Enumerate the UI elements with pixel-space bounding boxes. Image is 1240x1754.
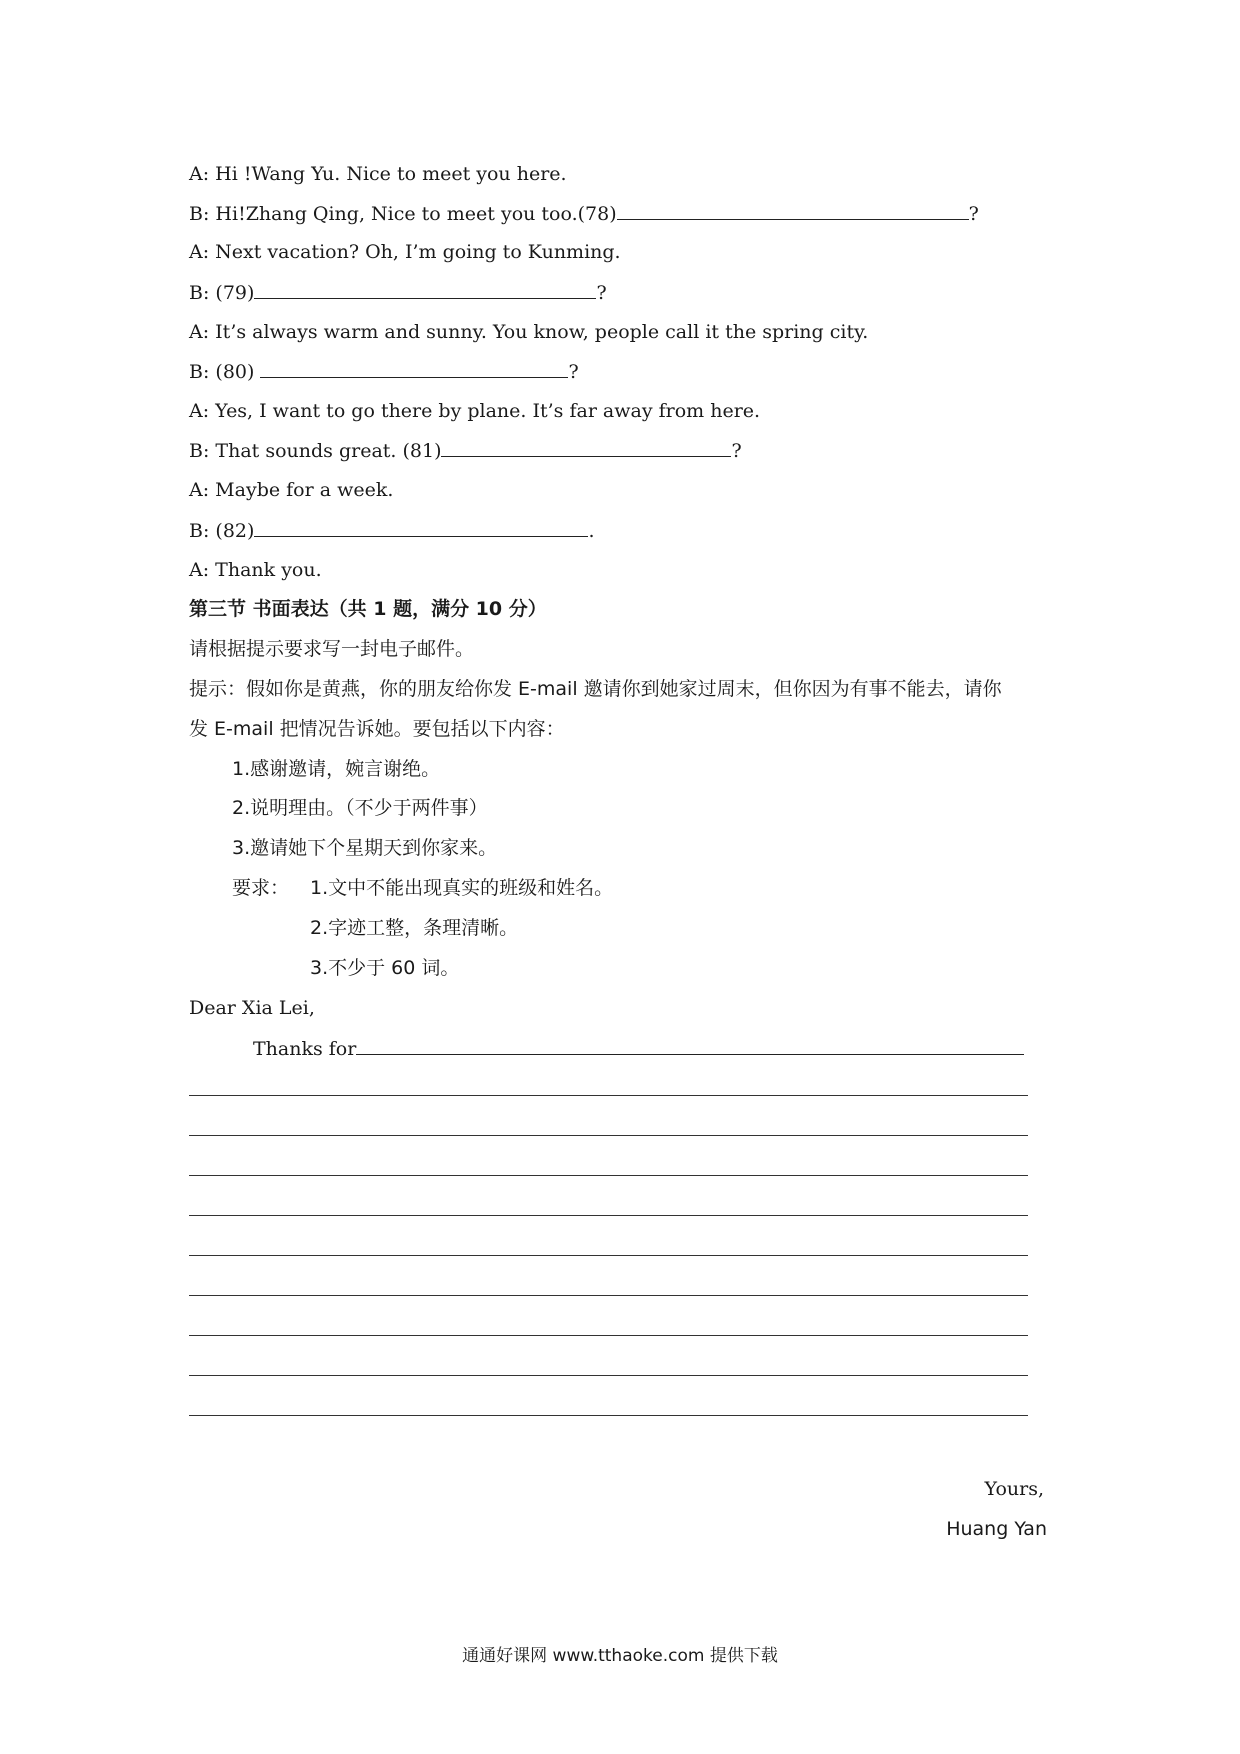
dialogue-text: It’s always warm and sunny. You know, people call it the spring city.	[215, 321, 869, 343]
writing-line[interactable]	[189, 1335, 1028, 1336]
answer-blank-78[interactable]	[617, 199, 969, 220]
end-punct: ?	[568, 361, 579, 383]
speaker: A:	[189, 400, 210, 422]
answer-blank-81[interactable]	[441, 436, 731, 457]
speaker: B:	[189, 520, 210, 542]
dialogue-text: Hi!Zhang Qing, Nice to meet you too.(78)	[215, 203, 617, 225]
dialogue-line-5	[189, 318, 868, 346]
dialogue-line-10	[189, 516, 594, 545]
answer-blank-82[interactable]	[254, 516, 588, 537]
dialogue-line-1	[189, 160, 567, 188]
prompt-line-2: 发 E-mail 把情况告诉她。要包括以下内容：	[189, 718, 565, 740]
prompt-line-1: 提示：假如你是黄燕，你的朋友给你发 E-mail 邀请你到她家过周末，但你因为有事不能去，请你	[189, 678, 1002, 700]
page-footer: 通通好课网 www.tthaoke.com 提供下载	[462, 1646, 778, 1666]
end-punct: ?	[596, 282, 607, 304]
dialogue-line-2	[189, 199, 979, 228]
writing-line[interactable]	[189, 1415, 1028, 1416]
speaker: A:	[189, 163, 210, 185]
dialogue-line-7	[189, 397, 760, 425]
dialogue-line-6	[189, 357, 579, 386]
requirement-2: 2.字迹工整，条理清晰。	[310, 917, 519, 939]
answer-blank-80[interactable]	[260, 357, 568, 378]
writing-blank-opening[interactable]	[356, 1034, 1024, 1055]
writing-line[interactable]	[189, 1175, 1028, 1176]
dialogue-line-3	[189, 238, 621, 266]
letter-closing: Yours,	[984, 1478, 1044, 1500]
letter-opening: Thanks for	[253, 1038, 357, 1060]
dialogue-text: Thank you.	[215, 559, 322, 581]
speaker: B:	[189, 282, 210, 304]
requirements-label: 要求：	[232, 877, 290, 899]
requirement-3: 3.不少于 60 词。	[310, 957, 460, 979]
dialogue-line-9	[189, 476, 393, 504]
end-punct: ?	[731, 440, 742, 462]
speaker: A:	[189, 241, 210, 263]
dialogue-text: (80)	[215, 361, 261, 383]
end-punct: .	[588, 520, 595, 542]
content-point-3: 3.邀请她下个星期天到你家来。	[232, 837, 498, 859]
content-point-2: 2.说明理由。（不少于两件事）	[232, 797, 488, 819]
dialogue-text: (82)	[215, 520, 255, 542]
section-instruction: 请根据提示要求写一封电子邮件。	[189, 638, 475, 660]
requirement-1: 1.文中不能出现真实的班级和姓名。	[310, 877, 614, 899]
speaker: A:	[189, 479, 210, 501]
section-heading: 第三节 书面表达（共 1 题，满分 10 分）	[189, 598, 547, 620]
dialogue-text: (79)	[215, 282, 255, 304]
letter-signature: Huang Yan	[946, 1518, 1047, 1540]
dialogue-line-8	[189, 436, 742, 465]
writing-line[interactable]	[189, 1135, 1028, 1136]
writing-line[interactable]	[189, 1295, 1028, 1296]
end-punct: ?	[968, 203, 979, 225]
writing-line[interactable]	[189, 1095, 1028, 1096]
speaker: B:	[189, 203, 210, 225]
dialogue-text: Next vacation? Oh, I’m going to Kunming.	[215, 241, 621, 263]
writing-line[interactable]	[189, 1215, 1028, 1216]
dialogue-text: Yes, I want to go there by plane. It’s far away from here.	[215, 400, 761, 422]
dialogue-line-4	[189, 278, 607, 307]
dialogue-line-11	[189, 556, 322, 584]
answer-blank-79[interactable]	[254, 278, 596, 299]
speaker: A:	[189, 559, 210, 581]
writing-line[interactable]	[189, 1375, 1028, 1376]
speaker: B:	[189, 440, 210, 462]
dialogue-text: That sounds great. (81)	[215, 440, 442, 462]
letter-salutation: Dear Xia Lei,	[189, 997, 315, 1019]
speaker: B:	[189, 361, 210, 383]
speaker: A:	[189, 321, 210, 343]
writing-line[interactable]	[189, 1255, 1028, 1256]
dialogue-text: Hi !Wang Yu. Nice to meet you here.	[215, 163, 567, 185]
content-point-1: 1.感谢邀请，婉言谢绝。	[232, 758, 441, 780]
dialogue-text: Maybe for a week.	[215, 479, 394, 501]
letter-opening-line	[253, 1034, 1024, 1063]
